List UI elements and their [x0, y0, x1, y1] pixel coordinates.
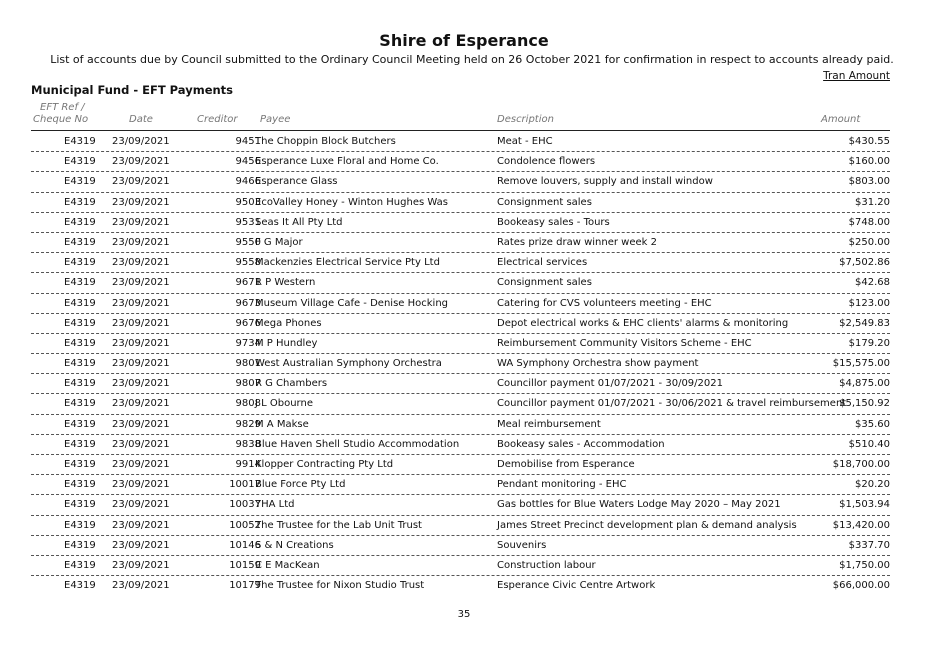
cell-creditor: 10159 — [229, 559, 261, 571]
cell-amount: $179.20 — [848, 337, 890, 349]
cell-description: Condolence flowers — [497, 156, 596, 168]
cell-date: 23/09/2021 — [112, 196, 170, 208]
section-title: Municipal Fund - EFT Payments — [31, 83, 234, 97]
cell-amount: $7,502.86 — [839, 257, 890, 269]
cell-payee: F G Major — [255, 236, 303, 248]
cell-creditor: 9808 — [235, 398, 261, 410]
cell-description: James Street Precinct development plan & demand analysis — [497, 519, 797, 531]
cell-payee: S & N Creations — [255, 539, 334, 551]
cell-description: Souvenirs — [497, 539, 547, 551]
cell-description: Esperance Civic Centre Artwork — [497, 580, 656, 592]
cell-description: Electrical services — [497, 257, 588, 269]
cell-date: 23/09/2021 — [112, 337, 170, 349]
cell-creditor: 9466 — [235, 176, 261, 188]
cell-ref: E4319 — [64, 539, 96, 551]
cell-date: 23/09/2021 — [112, 418, 170, 430]
table-row — [31, 516, 890, 536]
cell-description: Gas bottles for Blue Waters Lodge May 2020 – May 2021 — [497, 499, 781, 511]
cell-creditor: 9734 — [235, 337, 261, 349]
cell-creditor: 10052 — [229, 519, 261, 531]
cell-ref: E4319 — [64, 216, 96, 228]
cell-creditor: 9673 — [235, 297, 261, 309]
table-row — [31, 415, 890, 435]
cell-amount: $123.00 — [848, 297, 890, 309]
cell-ref: E4319 — [64, 277, 96, 289]
cell-date: 23/09/2021 — [112, 216, 170, 228]
cell-amount: $31.20 — [855, 196, 890, 208]
cell-amount: $4,875.00 — [839, 378, 890, 390]
header-ref-line1: EFT Ref / — [40, 102, 85, 113]
cell-payee: C E MacKean — [255, 559, 320, 571]
cell-date: 23/09/2021 — [112, 176, 170, 188]
cell-payee: R G Chambers — [255, 378, 328, 390]
cell-ref: E4319 — [64, 236, 96, 248]
table-row — [31, 556, 890, 576]
cell-date: 23/09/2021 — [112, 257, 170, 269]
cell-ref: E4319 — [64, 156, 96, 168]
cell-creditor: 9801 — [235, 358, 261, 370]
cell-ref: E4319 — [64, 499, 96, 511]
table-row — [31, 314, 890, 334]
cell-creditor: 9838 — [235, 438, 261, 450]
cell-amount: $5,150.92 — [839, 398, 890, 410]
cell-ref: E4319 — [64, 317, 96, 329]
cell-payee: West Australian Symphony Orchestra — [255, 358, 442, 370]
cell-date: 23/09/2021 — [112, 156, 170, 168]
cell-amount: $2,549.83 — [839, 317, 890, 329]
cell-description: WA Symphony Orchestra show payment — [497, 358, 699, 370]
cell-date: 23/09/2021 — [112, 136, 170, 147]
cell-description: Consignment sales — [497, 196, 592, 208]
table-row — [31, 152, 890, 172]
table-row — [31, 536, 890, 556]
page-number: 35 — [457, 609, 471, 620]
cell-creditor: 9807 — [235, 378, 261, 390]
cell-date: 23/09/2021 — [112, 539, 170, 551]
cell-date: 23/09/2021 — [112, 479, 170, 491]
cell-payee: Esperance Glass — [255, 176, 338, 188]
cell-description: Councillor payment 01/07/2021 - 30/09/2021 — [497, 378, 723, 390]
cell-payee: Esperance Luxe Floral and Home Co. — [255, 156, 439, 168]
cell-creditor: 10017 — [229, 479, 261, 491]
cell-description: Meat - EHC — [497, 136, 553, 147]
table-row — [31, 394, 890, 414]
cell-amount: $430.55 — [848, 136, 890, 147]
cell-ref: E4319 — [64, 337, 96, 349]
cell-creditor: 9676 — [235, 317, 261, 329]
report-subtitle: List of accounts due by Council submitted to the Ordinary Council Meeting held on 26 October 2021 for confirmation in respect to accounts already paid. — [50, 53, 894, 66]
cell-payee: Seas It All Pty Ltd — [255, 216, 343, 228]
cell-date: 23/09/2021 — [112, 459, 170, 470]
cell-description: Bookeasy sales - Accommodation — [497, 438, 665, 450]
cell-date: 23/09/2021 — [112, 297, 170, 309]
cell-amount: $13,420.00 — [832, 519, 890, 531]
cell-payee: Mackenzies Electrical Service Pty Ltd — [255, 257, 440, 269]
cell-amount: $803.00 — [848, 176, 890, 188]
cell-date: 23/09/2021 — [112, 358, 170, 370]
cell-creditor: 9671 — [235, 277, 261, 289]
header-ref-line2: Cheque No — [33, 114, 89, 125]
cell-ref: E4319 — [64, 459, 96, 470]
table-row — [31, 233, 890, 253]
cell-amount: $510.40 — [848, 438, 890, 450]
cell-payee: Blue Haven Shell Studio Accommodation — [255, 438, 460, 450]
header-date: Date — [129, 114, 153, 125]
cell-ref: E4319 — [64, 438, 96, 450]
cell-creditor: 9550 — [235, 236, 261, 248]
cell-payee: R P Western — [255, 277, 316, 289]
header-divider — [31, 130, 890, 131]
cell-ref: E4319 — [64, 136, 96, 147]
cell-ref: E4319 — [64, 479, 96, 491]
cell-date: 23/09/2021 — [112, 559, 170, 571]
cell-amount: $337.70 — [848, 539, 890, 551]
table-row — [31, 576, 890, 595]
cell-amount: $1,750.00 — [839, 559, 890, 571]
cell-description: Bookeasy sales - Tours — [497, 216, 610, 228]
table-row — [31, 253, 890, 273]
header-description: Description — [497, 114, 554, 125]
cell-ref: E4319 — [64, 358, 96, 370]
table-row — [31, 475, 890, 495]
header-amount: Amount — [821, 114, 861, 125]
table-row — [31, 455, 890, 475]
page-title: Shire of Esperance — [379, 31, 549, 50]
cell-ref: E4319 — [64, 580, 96, 592]
table-row — [31, 374, 890, 394]
cell-payee: J L Obourne — [255, 398, 313, 410]
cell-creditor: 9503 — [235, 196, 261, 208]
table-row — [31, 132, 890, 152]
cell-amount: $15,575.00 — [832, 358, 890, 370]
table-row — [31, 435, 890, 455]
cell-description: Depot electrical works & EHC clients' alarms & monitoring — [497, 317, 789, 329]
table-row — [31, 334, 890, 354]
cell-creditor: 9558 — [235, 257, 261, 269]
cell-creditor: 9829 — [235, 418, 261, 430]
cell-ref: E4319 — [64, 378, 96, 390]
cell-date: 23/09/2021 — [112, 499, 170, 511]
cell-description: Meal reimbursement — [497, 418, 601, 430]
cell-ref: E4319 — [64, 398, 96, 410]
cell-amount: $748.00 — [848, 216, 890, 228]
table-row — [31, 172, 890, 192]
table-row — [31, 193, 890, 213]
cell-payee: Blue Force Pty Ltd — [255, 479, 346, 491]
cell-description: Demobilise from Esperance — [497, 459, 635, 470]
cell-amount: $160.00 — [848, 156, 890, 168]
cell-payee: The Trustee for the Lab Unit Trust — [255, 519, 422, 531]
table-row — [31, 213, 890, 233]
cell-amount: $250.00 — [848, 236, 890, 248]
cell-date: 23/09/2021 — [112, 398, 170, 410]
cell-ref: E4319 — [64, 559, 96, 571]
table-row — [31, 354, 890, 374]
cell-ref: E4319 — [64, 176, 96, 188]
cell-description: Consignment sales — [497, 277, 592, 289]
header-payee: Payee — [260, 114, 291, 125]
cell-date: 23/09/2021 — [112, 317, 170, 329]
cell-amount: $42.68 — [855, 277, 890, 289]
cell-creditor: 9531 — [235, 216, 261, 228]
cell-payee: The Trustee for Nixon Studio Trust — [255, 580, 425, 592]
cell-date: 23/09/2021 — [112, 378, 170, 390]
cell-payee: Museum Village Cafe - Denise Hocking — [255, 297, 448, 309]
cell-ref: E4319 — [64, 418, 96, 430]
cell-date: 23/09/2021 — [112, 438, 170, 450]
cell-amount: $1,503.94 — [839, 499, 890, 511]
cell-date: 23/09/2021 — [112, 580, 170, 592]
cell-payee: M P Hundley — [255, 337, 318, 349]
cell-amount: $66,000.00 — [832, 580, 890, 592]
cell-description: Catering for CVS volunteers meeting - EHC — [497, 297, 712, 309]
cell-amount: $18,700.00 — [832, 459, 890, 470]
cell-description: Reimbursement Community Visitors Scheme - EHC — [497, 337, 752, 349]
cell-payee: Mega Phones — [255, 317, 322, 329]
cell-creditor: 9451 — [235, 136, 261, 147]
cell-creditor: 10146 — [229, 539, 261, 551]
payments-table — [31, 132, 890, 595]
cell-payee: The Choppin Block Butchers — [255, 136, 396, 147]
cell-payee: YHA Ltd — [255, 499, 295, 511]
table-row — [31, 294, 890, 314]
cell-creditor: 9456 — [235, 156, 261, 168]
cell-payee: EcoValley Honey - Winton Hughes Was — [255, 196, 448, 208]
cell-creditor: 10179 — [229, 580, 261, 592]
cell-description: Councillor payment 01/07/2021 - 30/06/2021 & travel reimbursement — [497, 398, 847, 410]
cell-amount: $20.20 — [855, 479, 890, 491]
cell-description: Pendant monitoring - EHC — [497, 479, 627, 491]
cell-date: 23/09/2021 — [112, 519, 170, 531]
cell-creditor: 9914 — [235, 459, 261, 470]
cell-date: 23/09/2021 — [112, 277, 170, 289]
cell-amount: $35.60 — [855, 418, 890, 430]
cell-description: Rates prize draw winner week 2 — [497, 236, 657, 248]
tran-amount-link[interactable]: Tran Amount — [823, 70, 890, 82]
cell-creditor: 10037 — [229, 499, 261, 511]
cell-ref: E4319 — [64, 257, 96, 269]
header-creditor: Creditor — [197, 114, 238, 125]
cell-payee: M A Makse — [255, 418, 309, 430]
cell-ref: E4319 — [64, 297, 96, 309]
cell-payee: Klopper Contracting Pty Ltd — [255, 459, 394, 470]
cell-ref: E4319 — [64, 196, 96, 208]
cell-ref: E4319 — [64, 519, 96, 531]
cell-description: Remove louvers, supply and install window — [497, 176, 713, 188]
cell-date: 23/09/2021 — [112, 236, 170, 248]
table-row — [31, 273, 890, 293]
cell-description: Construction labour — [497, 559, 596, 571]
table-row — [31, 495, 890, 515]
